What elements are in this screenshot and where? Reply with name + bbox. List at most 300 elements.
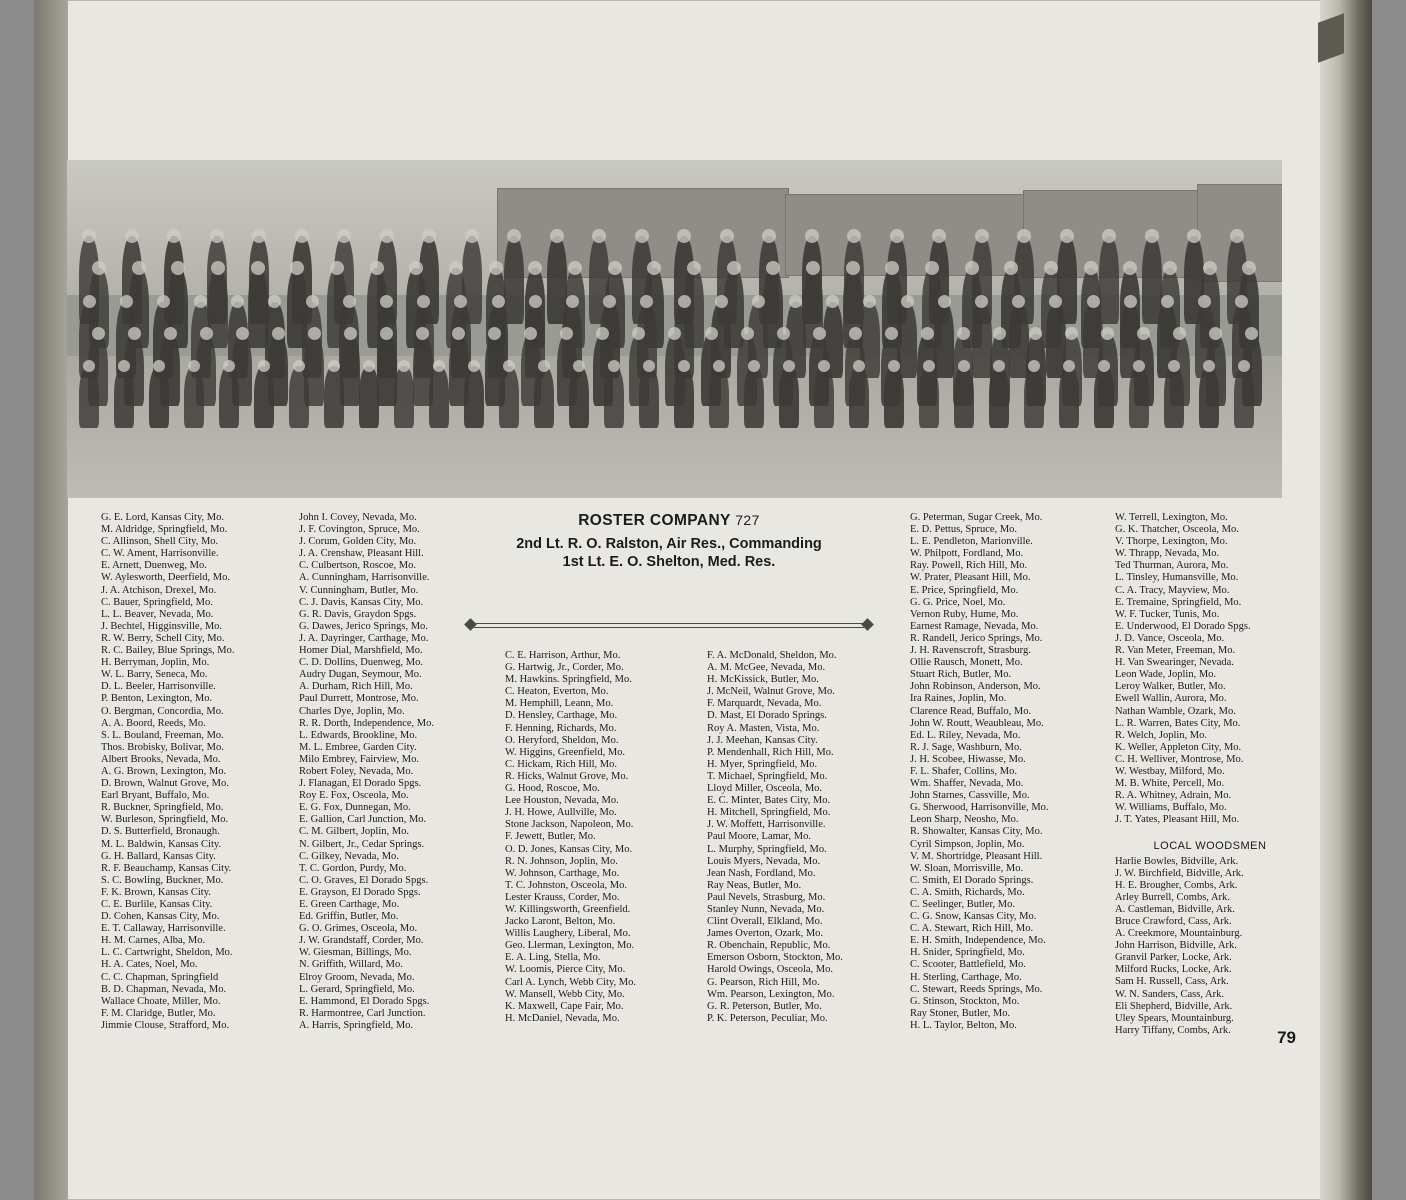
roster-name: C. Hickam, Rich Hill, Mo.: [505, 758, 617, 770]
roster-name: R. Hicks, Walnut Grove, Mo.: [505, 770, 629, 782]
roster-name: John W. Routt, Weaubleau, Mo.: [910, 717, 1044, 729]
photo-person-head: [923, 360, 935, 372]
photo-person: [1129, 366, 1149, 428]
roster-name: O. Heryford, Sheldon, Mo.: [505, 734, 619, 746]
roster-name: J. W. Grandstaff, Corder, Mo.: [299, 935, 424, 947]
photo-person-head: [741, 327, 754, 340]
photo-person-head: [465, 229, 479, 243]
page-number: 79: [1277, 1028, 1296, 1047]
roster-name: M. L. Embree, Garden City.: [299, 741, 417, 753]
roster-name: Paul Nevels, Strasburg, Mo.: [707, 891, 826, 903]
photo-person-head: [975, 229, 989, 243]
photo-person-head: [92, 327, 105, 340]
page-left-edge: [34, 0, 68, 1200]
photo-person: [674, 366, 694, 428]
roster-name: Ed. L. Riley, Nevada, Mo.: [910, 729, 1021, 741]
photo-person-head: [1063, 360, 1075, 372]
roster-name: E. Price, Springfield, Mo.: [910, 584, 1019, 596]
roster-name: G. R. Davis, Graydon Spgs.: [299, 608, 417, 620]
photo-person-head: [337, 229, 351, 243]
roster-name: C. O. Graves, El Dorado Spgs.: [299, 874, 429, 886]
roster-name: R. Van Meter, Freeman, Mo.: [1115, 645, 1236, 657]
photo-person-head: [678, 295, 691, 308]
photo-person-head: [885, 261, 899, 275]
roster-name: J. W. Birchfield, Bidville, Ark.: [1115, 867, 1244, 879]
roster-name: G. Hood, Roscoe, Mo.: [505, 783, 600, 795]
photo-person-head: [846, 261, 860, 275]
photo-person: [289, 366, 309, 428]
roster-name: W. Philpott, Fordland, Mo.: [910, 548, 1024, 560]
roster-column-6: [1115, 512, 1305, 1037]
roster-name: G. Sherwood, Harrisonville, Mo.: [910, 802, 1049, 814]
roster-name: H. A. Cates, Noel, Mo.: [101, 959, 198, 971]
roster-name: Clarence Read, Buffalo, Mo.: [910, 705, 1032, 717]
roster-name: D. Mast, El Dorado Springs.: [707, 710, 827, 722]
photo-person: [1234, 366, 1254, 428]
roster-name: L. L. Beaver, Nevada, Mo.: [101, 608, 214, 620]
photo-person-head: [805, 229, 819, 243]
roster-name: O. Bergman, Concordia, Mo.: [101, 705, 224, 717]
roster-name: V. Cunningham, Butler, Mo.: [299, 584, 419, 596]
photo-person: [814, 366, 834, 428]
photo-person-head: [901, 295, 914, 308]
roster-name: M. B. White, Percell, Mo.: [1115, 778, 1225, 790]
roster-name: J. A. Dayringer, Carthage, Mo.: [299, 632, 429, 644]
photo-person-head: [568, 261, 582, 275]
roster-name: Leon Sharp, Neosho, Mo.: [910, 814, 1019, 826]
roster-name: Lloyd Miller, Osceola, Mo.: [707, 783, 823, 795]
photo-person-head: [290, 261, 304, 275]
photo-person-head: [573, 360, 585, 372]
photo-person: [709, 366, 729, 428]
roster-name: C. E. Burlile, Kansas City.: [101, 899, 213, 910]
roster-column-4: [707, 650, 907, 1025]
roster-name: R. W. Berry, Schell City, Mo.: [101, 632, 225, 644]
photo-person-head: [748, 360, 760, 372]
photo-person: [184, 366, 204, 428]
photo-person-head: [993, 360, 1005, 372]
roster-name: L. Tinsley, Humansville, Mo.: [1115, 572, 1239, 584]
roster-name: John Harrison, Bidville, Ark.: [1115, 940, 1237, 952]
photo-person-head: [647, 261, 661, 275]
roster-name: C. A. Stewart, Rich Hill, Mo.: [910, 923, 1034, 935]
photo-person-head: [468, 360, 480, 372]
photo-person-head: [1203, 261, 1217, 275]
roster-name: F. K. Brown, Kansas City.: [101, 886, 211, 898]
photo-person-head: [128, 327, 141, 340]
roster-name: J. H. Howe, Aullville, Mo.: [505, 807, 617, 819]
roster-name: J. H. Ravenscroft, Strasburg.: [910, 645, 1031, 657]
roster-name: Homer Dial, Marshfield, Mo.: [299, 645, 423, 657]
roster-name: Harold Owings, Osceola, Mo.: [707, 964, 833, 976]
photo-person-head: [529, 295, 542, 308]
photo-person-head: [783, 360, 795, 372]
roster-name: C. Smith, El Dorado Springs.: [910, 874, 1034, 886]
roster-name: P. K. Peterson, Peculiar, Mo.: [707, 1012, 828, 1024]
roster-name: R. Buckner, Springfield, Mo.: [101, 802, 224, 814]
roster-name: L. R. Warren, Bates City, Mo.: [1115, 717, 1241, 729]
roster-name: Eli Shepherd, Bidville, Ark.: [1115, 1000, 1233, 1012]
roster-name: W. Higgins, Greenfield, Mo.: [505, 746, 626, 758]
roster-name: C. Stewart, Reeds Springs, Mo.: [910, 983, 1043, 995]
photo-person-head: [1087, 295, 1100, 308]
roster-name: Audry Dugan, Seymour, Mo.: [299, 669, 422, 681]
roster-name: G. R. Peterson, Butler, Mo.: [707, 1000, 822, 1012]
roster-name: C. M. Gilbert, Joplin, Mo.: [299, 826, 409, 838]
roster-name: C. Gilkey, Nevada, Mo.: [299, 850, 399, 862]
photo-person-head: [1028, 360, 1040, 372]
roster-name: W. Loomis, Pierce City, Mo.: [505, 964, 626, 976]
roster-name: H. E. Brougher, Combs, Ark.: [1115, 879, 1238, 891]
roster-name: K. Weller, Appleton City, Mo.: [1115, 741, 1242, 753]
photo-person-head: [1123, 261, 1137, 275]
photo-person-head: [252, 229, 266, 243]
roster-name: Bruce Crawford, Cass, Ark.: [1115, 916, 1232, 927]
photo-person-head: [890, 229, 904, 243]
photo-person-head: [643, 360, 655, 372]
roster-column-5: [910, 512, 1110, 1032]
roster-name: H. Sterling, Carthage, Mo.: [910, 971, 1022, 983]
roster-name: F. M. Claridge, Butler, Mo.: [101, 1007, 216, 1019]
photo-person-head: [677, 229, 691, 243]
roster-name: Stanley Nunn, Nevada, Mo.: [707, 903, 825, 915]
roster-name: Vernon Ruby, Hume, Mo.: [910, 608, 1019, 620]
photo-person-head: [1044, 261, 1058, 275]
photo-person-head: [958, 360, 970, 372]
roster-name: G. O. Grimes, Osceola, Mo.: [299, 923, 418, 935]
photo-person-head: [938, 295, 951, 308]
photo-person-head: [528, 261, 542, 275]
photo-person-head: [210, 229, 224, 243]
roster-name: F. Henning, Richards, Mo.: [505, 722, 617, 734]
photo-person-head: [125, 229, 139, 243]
roster-name: P. Benton, Lexington, Mo.: [101, 693, 213, 705]
roster-name: R. C. Bailey, Blue Springs, Mo.: [101, 645, 235, 657]
roster-name: C. Allinson, Shell City, Mo.: [101, 536, 219, 548]
roster-name: J. Corum, Golden City, Mo.: [299, 536, 417, 548]
photo-person: [359, 366, 379, 428]
roster-name: W. Williams, Buffalo, Mo.: [1115, 802, 1227, 814]
roster-name: M. L. Baldwin, Kansas City.: [101, 838, 222, 850]
roster-name: G. Stinson, Stockton, Mo.: [910, 995, 1020, 1007]
roster-name: Ed. Griffin, Butler, Mo.: [299, 911, 399, 923]
roster-name: W. Johnson, Carthage, Mo.: [505, 867, 620, 879]
photo-crowd: [67, 234, 1282, 444]
roster-name: A. G. Brown, Lexington, Mo.: [101, 765, 227, 777]
roster-name: J. D. Vance, Osceola, Mo.: [1115, 632, 1225, 644]
roster-name: H. Mitchell, Springfield, Mo.: [707, 807, 831, 819]
roster-name: Carl A. Lynch, Webb City, Mo.: [505, 976, 636, 988]
roster-name: J. McNeil, Walnut Grove, Mo.: [707, 686, 835, 698]
roster-name: Milo Embrey, Fairview, Mo.: [299, 753, 419, 765]
photo-person-head: [932, 229, 946, 243]
roster-name: C. E. Harrison, Arthur, Mo.: [505, 650, 621, 661]
photo-person-head: [813, 327, 826, 340]
roster-name: Earnest Ramage, Nevada, Mo.: [910, 620, 1039, 632]
roster-name: K. Maxwell, Cape Fair, Mo.: [505, 1000, 624, 1012]
roster-column-2: [299, 512, 495, 1032]
photo-person-head: [306, 295, 319, 308]
photo-person-head: [1168, 360, 1180, 372]
roster-name: L. Edwards, Brookline, Mo.: [299, 729, 418, 741]
roster-name: J. H. Scobee, Hiwasse, Mo.: [910, 753, 1026, 765]
photo-person-head: [164, 327, 177, 340]
roster-name: E. T. Callaway, Harrisonville.: [101, 923, 226, 935]
photo-person-head: [153, 360, 165, 372]
roster-name: N. Gilbert, Jr., Cedar Springs.: [299, 838, 425, 850]
roster-name: G. E. Lord, Kansas City, Mo.: [101, 512, 224, 523]
roster-name: S. C. Bowling, Buckner, Mo.: [101, 874, 224, 886]
photo-person: [639, 366, 659, 428]
photo-person: [744, 366, 764, 428]
roster-name: H. Berryman, Joplin, Mo.: [101, 657, 210, 669]
roster-name: C. Scooter, Battlefield, Mo.: [910, 959, 1026, 971]
local-woodsmen-names: [1115, 856, 1305, 1037]
company-group-photograph: [67, 160, 1282, 498]
roster-name: J. T. Yates, Pleasant Hill, Mo.: [1115, 814, 1240, 826]
roster-name: Leon Wade, Joplin, Mo.: [1115, 669, 1217, 681]
photo-person-head: [1242, 261, 1256, 275]
photo-person-head: [251, 261, 265, 275]
photo-person: [464, 366, 484, 428]
photo-person-head: [272, 327, 285, 340]
roster-name: Ray Neas, Butler, Mo.: [707, 879, 802, 891]
photo-person-head: [1102, 229, 1116, 243]
photo-person-head: [507, 229, 521, 243]
roster-name: T. C. Gordon, Purdy, Mo.: [299, 862, 407, 874]
roster-name: S. L. Bouland, Freeman, Mo.: [101, 729, 224, 741]
roster-name: M. Aldridge, Springfield, Mo.: [101, 524, 228, 536]
photo-person: [779, 366, 799, 428]
photo-person: [149, 366, 169, 428]
photo-person-head: [1187, 229, 1201, 243]
roster-name: A. Creekmore, Mountainburg.: [1115, 928, 1243, 940]
roster-name: Milford Rucks, Locke, Ark.: [1115, 964, 1232, 976]
roster-name: R. Obenchain, Republic, Mo.: [707, 940, 831, 952]
photo-person-head: [308, 327, 321, 340]
photo-person-head: [433, 360, 445, 372]
roster-name: A. Castleman, Bidville, Ark.: [1115, 903, 1235, 915]
photo-person: [884, 366, 904, 428]
photo-person-head: [885, 327, 898, 340]
roster-name: Stone Jackson, Napoleon, Mo.: [505, 819, 634, 831]
photo-person-head: [83, 295, 96, 308]
roster-name: John I. Covey, Nevada, Mo.: [299, 512, 417, 523]
photo-person: [429, 366, 449, 428]
photo-person-head: [847, 229, 861, 243]
photo-person-head: [849, 327, 862, 340]
photo-person-head: [678, 360, 690, 372]
roster-name: E. Hammond, El Dorado Spgs.: [299, 995, 430, 1007]
roster-name: Jimmie Clouse, Strafford, Mo.: [101, 1019, 230, 1031]
roster-name: A. M. McGee, Nevada, Mo.: [707, 662, 826, 674]
photo-person: [1142, 236, 1162, 324]
roster-name: T. Michael, Springfield, Mo.: [707, 770, 828, 782]
photo-person: [1164, 366, 1184, 428]
roster-name: D. Cohen, Kansas City, Mo.: [101, 911, 220, 923]
roster-name: L. Murphy, Springfield, Mo.: [707, 843, 827, 855]
photo-person: [972, 302, 992, 378]
photo-person-head: [888, 360, 900, 372]
photo-person-head: [1060, 229, 1074, 243]
roster-name: J. J. Meehan, Kansas City.: [707, 734, 818, 746]
roster-name: John Starnes, Cassville, Mo.: [910, 790, 1030, 802]
roster-company-number: 727: [735, 512, 760, 528]
roster-name: W. Thrapp, Nevada, Mo.: [1115, 548, 1220, 560]
photo-person-head: [1004, 261, 1018, 275]
photo-person-head: [330, 261, 344, 275]
photo-person-head: [635, 229, 649, 243]
photo-person-head: [727, 261, 741, 275]
roster-name: Paul Moore, Lamar, Mo.: [707, 831, 811, 843]
roster-name: Cyril Simpson, Joplin, Mo.: [910, 838, 1025, 850]
roster-name: Leroy Walker, Butler, Mo.: [1115, 681, 1226, 693]
page-binding-edge: [1320, 0, 1372, 1200]
photo-person-head: [1084, 261, 1098, 275]
roster-name: E. C. Minter, Bates City, Mo.: [707, 795, 831, 807]
roster-name: E. Gallion, Carl Junction, Mo.: [299, 814, 427, 826]
photo-person-head: [503, 360, 515, 372]
roster-name: J. W. Moffett, Harrisonville.: [707, 819, 826, 831]
photo-person-head: [965, 261, 979, 275]
photo-person-head: [777, 327, 790, 340]
photo-person-head: [550, 229, 564, 243]
roster-name: E. Tremaine, Springfield, Mo.: [1115, 596, 1242, 608]
roster-name: C. J. Davis, Kansas City, Mo.: [299, 596, 424, 608]
roster-name: C. Culbertson, Roscoe, Mo.: [299, 560, 416, 572]
photo-person: [989, 366, 1009, 428]
roster-name: Harlie Bowles, Bidville, Ark.: [1115, 855, 1239, 867]
photo-person-head: [925, 261, 939, 275]
photo-person: [569, 366, 589, 428]
photo-person-head: [608, 261, 622, 275]
roster-column-6-names: [1115, 512, 1305, 826]
photo-person: [499, 366, 519, 428]
photo-person: [79, 366, 99, 428]
roster-name: G. G. Price, Noel, Mo.: [910, 596, 1006, 608]
photo-person: [504, 236, 524, 324]
photo-person-head: [1124, 295, 1137, 308]
roster-name: G. Peterman, Sugar Creek, Mo.: [910, 512, 1043, 523]
photo-person: [1094, 366, 1114, 428]
photo-person-head: [818, 360, 830, 372]
roster-name: W. Mansell, Webb City, Mo.: [505, 988, 625, 1000]
roster-name: V. Thorpe, Lexington, Mo.: [1115, 536, 1228, 548]
photo-person: [114, 366, 134, 428]
roster-name: Robert Foley, Nevada, Mo.: [299, 765, 414, 777]
roster-name: Albert Brooks, Nevada, Mo.: [101, 753, 221, 765]
photo-person-head: [132, 261, 146, 275]
roster-name: H. L. Taylor, Belton, Mo.: [910, 1019, 1017, 1031]
roster-name: A. A. Boord, Reeds, Mo.: [101, 717, 206, 729]
roster-name: Earl Bryant, Buffalo, Mo.: [101, 790, 210, 802]
roster-name: W. Prater, Pleasant Hill, Mo.: [910, 572, 1031, 584]
photo-person-head: [806, 261, 820, 275]
photo-person-head: [83, 360, 95, 372]
roster-name: C. Heaton, Everton, Mo.: [505, 686, 609, 698]
roster-name: R. Showalter, Kansas City, Mo.: [910, 826, 1043, 838]
photo-person-head: [398, 360, 410, 372]
roster-name: C. Seelinger, Butler, Mo.: [910, 899, 1016, 910]
roster-name: Ray Stoner, Butler, Mo.: [910, 1007, 1011, 1019]
roster-name: D. L. Beeler, Harrisonville.: [101, 681, 216, 693]
roster-name: Thos. Brobisky, Bolivar, Mo.: [101, 741, 224, 753]
roster-name: R. R. Dorth, Independence, Mo.: [299, 717, 435, 729]
roster-name: Geo. Llerman, Lexington, Mo.: [505, 940, 635, 952]
roster-name: R. N. Johnson, Joplin, Mo.: [505, 855, 618, 867]
photo-person-head: [409, 261, 423, 275]
roster-name: W. F. Tucker, Tunis, Mo.: [1115, 608, 1220, 620]
roster-name: C. W. Ament, Harrisonville.: [101, 548, 219, 560]
roster-name: D. S. Butterfield, Bronaugh.: [101, 826, 220, 838]
photo-person-head: [592, 229, 606, 243]
roster-name: L. C. Cartwright, Sheldon, Mo.: [101, 947, 233, 959]
roster-name: Roy E. Fox, Osceola, Mo.: [299, 790, 409, 802]
roster-name: E. Green Carthage, Mo.: [299, 899, 400, 910]
photo-person-head: [380, 229, 394, 243]
photo-person-head: [167, 229, 181, 243]
photo-person-head: [762, 229, 776, 243]
roster-name: R. Randell, Jerico Springs, Mo.: [910, 632, 1043, 644]
roster-name: H. McDaniel, Nevada, Mo.: [505, 1012, 620, 1024]
roster-name: W. Killingsworth, Greenfield.: [505, 903, 631, 915]
roster-name: G. Hartwig, Jr., Corder, Mo.: [505, 662, 624, 674]
roster-name: W. L. Barry, Seneca, Mo.: [101, 669, 208, 681]
roster-name: W. Giesman, Billings, Mo.: [299, 947, 412, 959]
roster-name: G. H. Ballard, Kansas City.: [101, 850, 216, 862]
photo-person: [534, 366, 554, 428]
roster-name: W. Terrell, Lexington, Mo.: [1115, 512, 1228, 523]
roster-title-text: ROSTER COMPANY: [578, 512, 731, 529]
roster-name: Uley Spears, Mountainburg.: [1115, 1012, 1234, 1024]
photo-person: [219, 366, 239, 428]
photo-person-head: [853, 360, 865, 372]
photo-person-head: [157, 295, 170, 308]
roster-name: Clint Overall, Elkland, Mo.: [707, 916, 823, 928]
photo-person-head: [1098, 360, 1110, 372]
roster-name: E. Underwood, El Dorado Spgs.: [1115, 620, 1251, 632]
roster-name: L. Gerard, Springfield, Mo.: [299, 983, 415, 995]
photo-person-head: [1238, 360, 1250, 372]
photo-person-head: [188, 360, 200, 372]
roster-name: R. Welch, Joplin, Mo.: [1115, 729, 1208, 741]
photo-person-head: [200, 327, 213, 340]
photo-person: [1024, 366, 1044, 428]
photo-person: [1059, 366, 1079, 428]
roster-name: Roy A. Masten, Vista, Mo.: [707, 722, 820, 734]
roster-name: D. Hensley, Carthage, Mo.: [505, 710, 618, 722]
photo-person-head: [328, 360, 340, 372]
roster-column-1: [101, 512, 297, 1032]
photo-person-head: [449, 261, 463, 275]
photo-person-head: [1133, 360, 1145, 372]
roster-name: C. D. Dollins, Duenweg, Mo.: [299, 657, 423, 669]
roster-name: Jacko Laront, Belton, Mo.: [505, 916, 616, 928]
roster-name: J. Bechtel, Higginsville, Mo.: [101, 620, 223, 632]
roster-name: J. A. Atchison, Drexel, Mo.: [101, 584, 217, 596]
book-page: [34, 0, 1372, 1200]
photo-person-head: [766, 261, 780, 275]
roster-name: F. A. McDonald, Sheldon, Mo.: [707, 650, 837, 661]
roster-name: W. Westbay, Milford, Mo.: [1115, 765, 1225, 777]
roster-name: L. E. Pendleton, Marionville.: [910, 536, 1033, 548]
roster-name: F. Marquardt, Nevada, Mo.: [707, 698, 822, 710]
roster-name: C. A. Tracy, Mayview, Mo.: [1115, 584, 1230, 596]
photo-person-head: [422, 229, 436, 243]
roster-name: N. Griffith, Willard, Mo.: [299, 959, 403, 971]
photo-person-head: [236, 327, 249, 340]
photo-person-head: [752, 295, 765, 308]
